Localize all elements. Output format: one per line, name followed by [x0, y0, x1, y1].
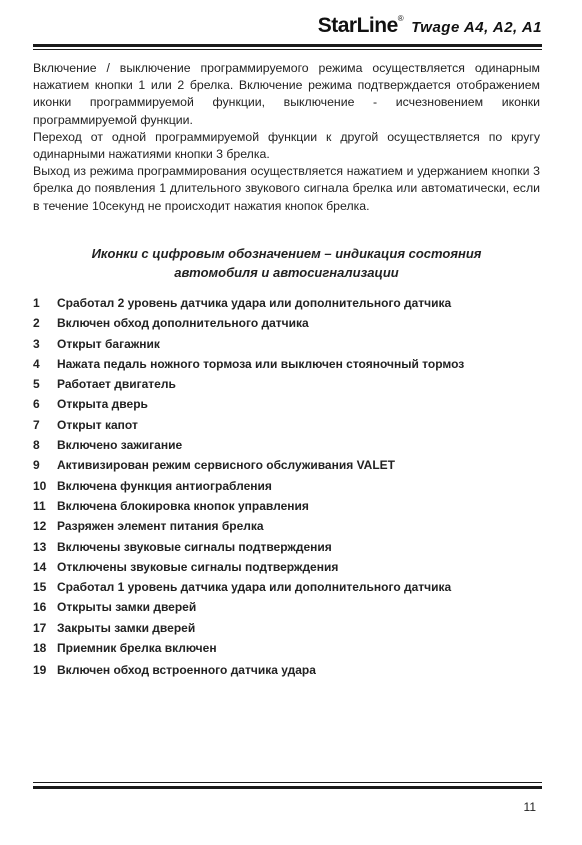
list-item — [33, 293, 540, 313]
list-item — [33, 354, 540, 374]
list-item-text: Открыт багажник — [57, 336, 160, 351]
list-item-text: Включена блокировка кнопок управления — [57, 498, 309, 513]
list-item-number: 2 — [33, 316, 40, 331]
section-title-line2: автомобиля и автосигнализации — [174, 265, 399, 280]
page-header — [0, 14, 542, 38]
list-item — [33, 374, 540, 394]
header-rule-thin — [33, 49, 542, 50]
list-item — [33, 597, 540, 617]
list-item-number: 17 — [33, 620, 47, 635]
list-item-number: 1 — [33, 296, 40, 310]
list-item-number: 14 — [33, 559, 47, 574]
list-item-text: Нажата педаль ножного тормоза или выключен стояночный тормоз — [57, 356, 465, 371]
list-item-text: Закрыты замки дверей — [57, 620, 196, 635]
list-item-number: 4 — [33, 356, 40, 371]
list-item — [33, 455, 540, 475]
intro-paragraph: Выход из режима программирования осуществляется нажатием и удержанием кнопки 3 брелка до появления 1 длительного звукового сигнала брелка или автоматически, если в течение 10секунд не происходит нажатия кнопок брелка. — [33, 164, 540, 213]
header-rule-thick — [33, 44, 542, 47]
list-item-number: 13 — [33, 539, 47, 554]
footer-rule-thick — [33, 786, 542, 789]
list-item-number: 18 — [33, 641, 47, 656]
list-item-text: Открыта дверь — [57, 397, 148, 412]
list-item-text: Активизирован режим сервисного обслуживания VALET — [57, 458, 396, 473]
footer-rule-thin — [33, 782, 542, 783]
brand-logo — [318, 14, 403, 38]
list-item-text: Открыты замки дверей — [57, 600, 197, 615]
list-item — [33, 435, 540, 455]
trademark-mark: ® — [397, 14, 404, 23]
list-item-text: Включен обход дополнительного датчика — [57, 316, 309, 331]
list-item — [33, 660, 540, 680]
intro-text — [33, 60, 540, 215]
list-item — [33, 313, 540, 333]
list-item-number: 3 — [33, 336, 40, 351]
list-item-number: 8 — [33, 438, 40, 453]
brand-name: StarLine — [317, 14, 398, 37]
list-item — [33, 577, 540, 597]
list-item-text: Работает двигатель — [57, 377, 176, 392]
list-item-text: Открыт капот — [57, 417, 138, 432]
list-item-text: Включена функция антиограбления — [57, 478, 272, 493]
list-item-number: 9 — [33, 458, 40, 473]
list-item-number: 11 — [33, 498, 46, 513]
list-item-text: Сработал 2 уровень датчика удара или дополнительного датчика — [57, 296, 452, 310]
intro-paragraph: Переход от одной программируемой функции к другой осуществляется по кругу одинарными нажатиями кнопки 3 брелка. — [33, 129, 540, 162]
list-item — [33, 476, 540, 496]
list-item-text: Отключены звуковые сигналы подтверждения — [57, 559, 339, 574]
list-item — [33, 537, 540, 557]
list-item-text: Приемник брелка включен — [57, 641, 217, 656]
list-item-number: 12 — [33, 519, 47, 534]
list-item — [33, 415, 540, 435]
list-item — [33, 618, 540, 638]
list-item — [33, 394, 540, 414]
list-item — [33, 516, 540, 536]
list-item-number: 15 — [33, 580, 47, 595]
list-item-number: 6 — [33, 397, 40, 412]
list-item-text: Сработал 1 уровень датчика удара или дополнительного датчика — [57, 580, 452, 595]
list-item-number: 5 — [33, 377, 40, 392]
list-item — [33, 557, 540, 577]
list-item-text: Включены звуковые сигналы подтверждения — [57, 539, 332, 554]
list-item-text: Включен обход встроенного датчика удара — [57, 663, 316, 678]
intro-paragraph: Включение / выключение программируемого режима осуществляется одинарным нажатием кнопки 1 или 2 брелка. Включение режима подтверждается отображением иконки программируемой функции, выключение - исчезновением иконки программируемой функции. — [33, 61, 540, 127]
list-item — [33, 638, 540, 658]
list-item-text: Включено зажигание — [57, 438, 183, 453]
page-number: 11 — [523, 800, 536, 814]
list-item-number: 16 — [33, 600, 47, 615]
list-item — [33, 496, 540, 516]
list-item-number: 10 — [33, 478, 47, 493]
icon-list — [33, 293, 540, 681]
section-title-line1: Иконки с цифровым обозначением – индикация состояния — [91, 246, 482, 261]
list-item-text: Разряжен элемент питания брелка — [57, 519, 264, 534]
section-title — [33, 244, 540, 282]
list-item-number: 7 — [33, 417, 40, 432]
model-name: Twage A4, A2, A1 — [411, 19, 542, 36]
list-item — [33, 334, 540, 354]
list-item-number: 19 — [33, 663, 47, 678]
